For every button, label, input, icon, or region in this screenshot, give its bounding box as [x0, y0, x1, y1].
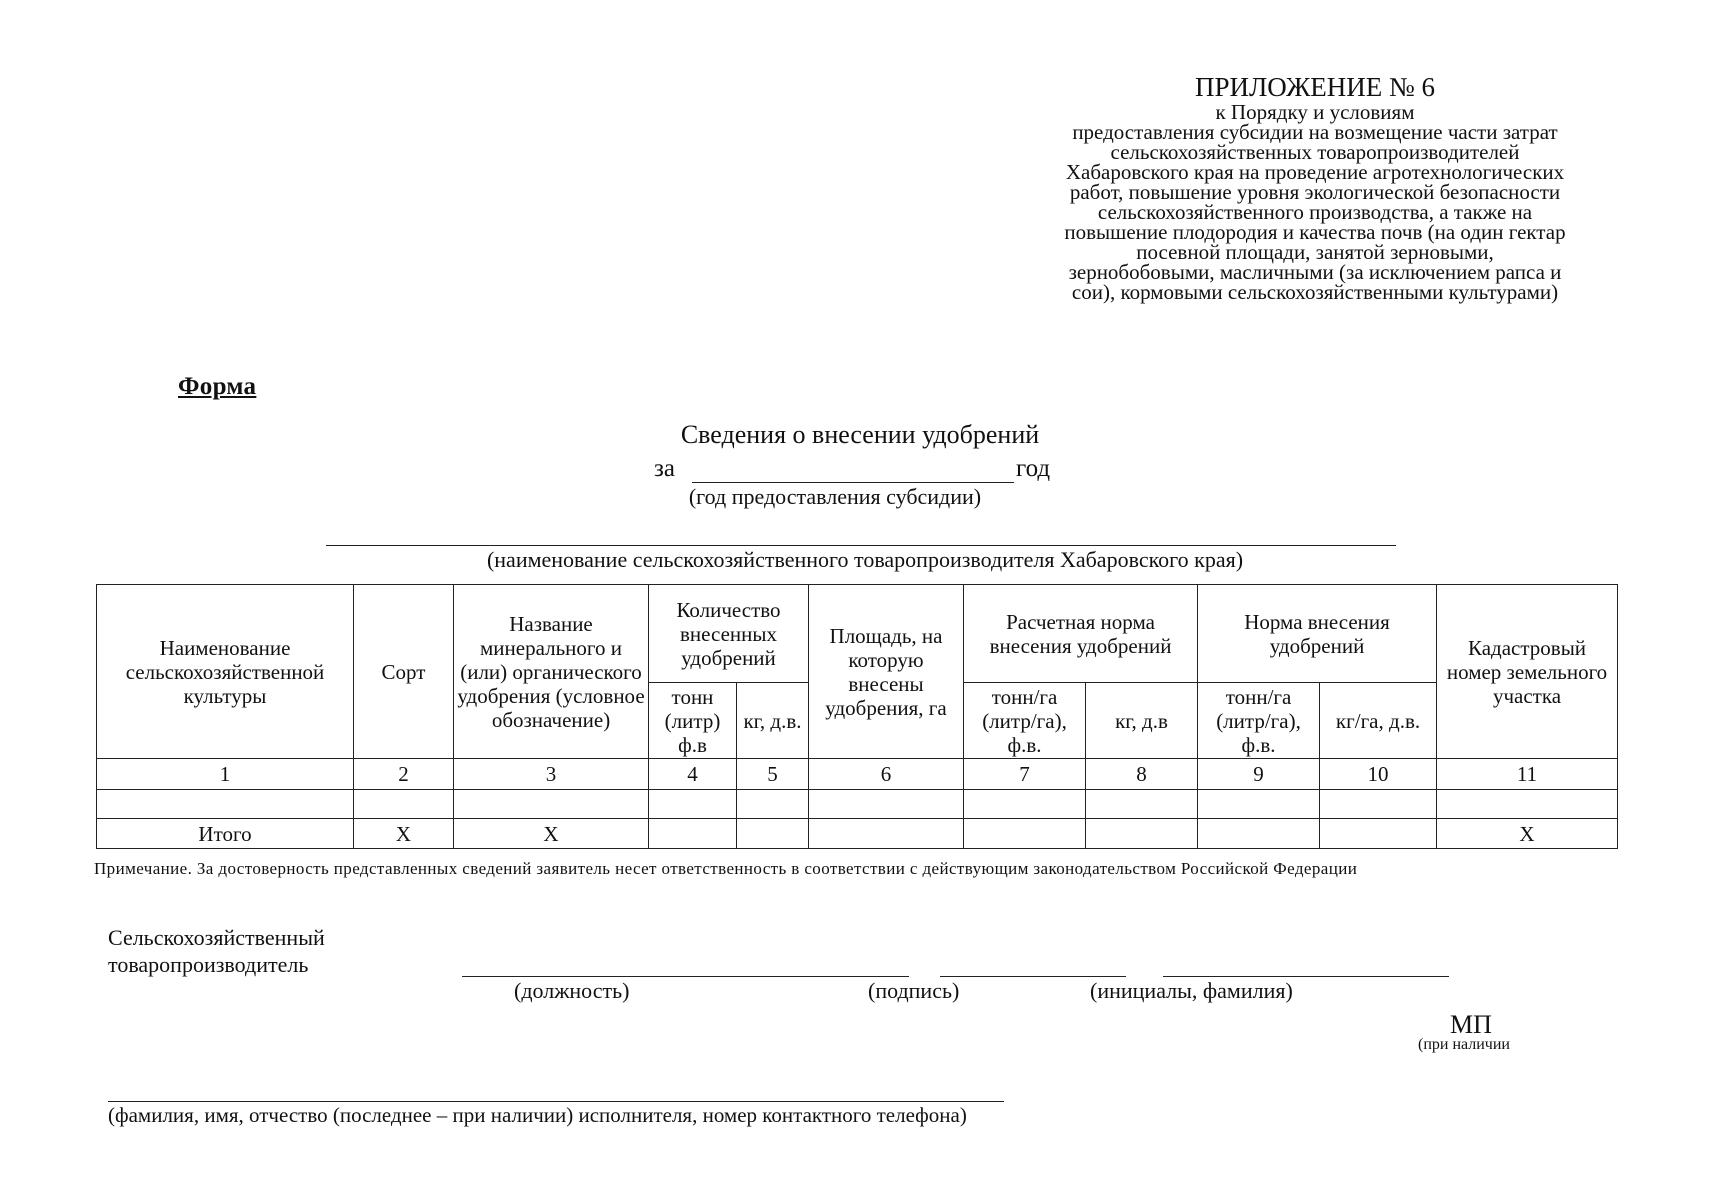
appendix-header: [1005, 72, 1625, 302]
column-number: 8: [1086, 759, 1198, 790]
total-sort-cell: Х: [354, 819, 454, 849]
table-cell[interactable]: [454, 790, 649, 819]
signer-label-line: товаропроизводитель: [108, 952, 309, 977]
table-cell[interactable]: [1320, 819, 1437, 849]
header-norm-tons: тонн/га (литр/га), ф.в.: [1198, 683, 1320, 759]
name-input-line[interactable]: [1163, 976, 1449, 977]
column-number: 3: [454, 759, 649, 790]
appendix-line: зернобобовыми, масличными (за исключением рапса и: [1068, 260, 1562, 284]
stamp-note: (при наличии: [1418, 1036, 1510, 1053]
table-cell[interactable]: [809, 819, 964, 849]
total-cadastral-cell: Х: [1437, 819, 1618, 849]
header-quantity: Количество внесенных удобрений: [649, 585, 809, 683]
column-number: 11: [1437, 759, 1618, 790]
note-text: Примечание. За достоверность представленных сведений заявитель несет ответственность в соответствии с действующим законодательством Российской Федерации: [94, 859, 1358, 878]
header-area: Площадь, на которую внесены удобрения, га: [809, 585, 964, 759]
column-number: 9: [1198, 759, 1320, 790]
column-number: 2: [354, 759, 454, 790]
table-cell[interactable]: [1198, 819, 1320, 849]
header-calc-norm: Расчетная норма внесения удобрений: [964, 585, 1198, 683]
appendix-line: сельскохозяйственного производства, а также на: [1097, 200, 1533, 224]
column-number: 7: [964, 759, 1086, 790]
header-calc-norm-kg: кг, д.в: [1086, 683, 1198, 759]
producer-hint: (наименование сельскохозяйственного товаропроизводителя Хабаровского края): [486, 547, 1244, 572]
header-norm-kg: кг/га, д.в.: [1320, 683, 1437, 759]
column-number: 6: [809, 759, 964, 790]
appendix-line: сельскохозяйственных товаропроизводителей: [1110, 140, 1520, 164]
table-cell[interactable]: [964, 790, 1086, 819]
table-cell[interactable]: [97, 790, 354, 819]
year-hint: (год предоставления субсидии): [688, 484, 982, 509]
stamp-label: МП: [1450, 1010, 1492, 1039]
table-cell[interactable]: [737, 819, 809, 849]
signer-label-line: Сельскохозяйственный: [108, 925, 325, 950]
table-cell[interactable]: [649, 790, 737, 819]
header-quantity-tons: тонн (литр) ф.в: [649, 683, 737, 759]
header-cadastral: Кадастровый номер земельного участка: [1437, 585, 1618, 759]
signature-hint: (подпись): [868, 978, 960, 1003]
table-row: [97, 790, 1618, 819]
total-row: [97, 819, 1618, 849]
header-fertilizer: Название минерального и (или) органического удобрения (условное обозначение): [454, 585, 649, 759]
table-cell[interactable]: [354, 790, 454, 819]
appendix-line: Хабаровского края на проведение агротехнологических: [1065, 160, 1565, 184]
signature-input-line[interactable]: [940, 976, 1126, 977]
table-cell[interactable]: [809, 790, 964, 819]
column-number-row: [97, 759, 1618, 790]
appendix-title: ПРИЛОЖЕНИЕ № 6: [1194, 72, 1436, 102]
header-calc-norm-tons: тонн/га (литр/га), ф.в.: [964, 683, 1086, 759]
appendix-line: сои), кормовыми сельскохозяйственными культурами): [1071, 280, 1559, 304]
header-norm: Норма внесения удобрений: [1198, 585, 1437, 683]
signer-label: [108, 924, 408, 978]
total-fertilizer-cell: Х: [454, 819, 649, 849]
table-cell[interactable]: [1320, 790, 1437, 819]
appendix-line: к Порядку и условиям: [1215, 100, 1415, 124]
position-hint: (должность): [514, 978, 630, 1003]
appendix-line: работ, повышение уровня экологической безопасности: [1069, 180, 1561, 204]
column-number: 1: [97, 759, 354, 790]
table-cell[interactable]: [1198, 790, 1320, 819]
producer-input-line[interactable]: [326, 545, 1396, 546]
header-quantity-kg: кг, д.в.: [737, 683, 809, 759]
column-number: 4: [649, 759, 737, 790]
total-label: Итого: [97, 819, 354, 849]
appendix-line: повышение плодородия и качества почв (на один гектар: [1064, 220, 1566, 244]
table-cell[interactable]: [1086, 790, 1198, 819]
year-input-line[interactable]: [692, 482, 1014, 483]
header-crop: Наименование сельскохозяйственной культуры: [97, 585, 354, 759]
column-number: 5: [737, 759, 809, 790]
position-input-line[interactable]: [462, 976, 909, 977]
executor-input-line[interactable]: [108, 1101, 1004, 1102]
appendix-line: предоставления субсидии на возмещение части затрат: [1072, 120, 1558, 144]
document-title: Сведения о внесении удобрений: [680, 420, 1040, 449]
table-cell[interactable]: [649, 819, 737, 849]
header-sort: Сорт: [354, 585, 454, 759]
table-cell[interactable]: [737, 790, 809, 819]
form-label: Форма: [178, 373, 257, 400]
table-cell[interactable]: [1086, 819, 1198, 849]
appendix-line: посевной площади, занятой зерновыми,: [1136, 240, 1494, 264]
table-cell[interactable]: [1437, 790, 1618, 819]
fertilizer-table: [96, 584, 1618, 849]
column-number: 10: [1320, 759, 1437, 790]
year-prefix: за: [654, 455, 675, 482]
year-suffix: год: [1016, 455, 1051, 482]
name-hint: (инициалы, фамилия): [1090, 978, 1293, 1003]
executor-hint: (фамилия, имя, отчество (последнее – при наличии) исполнителя, номер контактного телефона): [108, 1103, 967, 1127]
table-cell[interactable]: [964, 819, 1086, 849]
